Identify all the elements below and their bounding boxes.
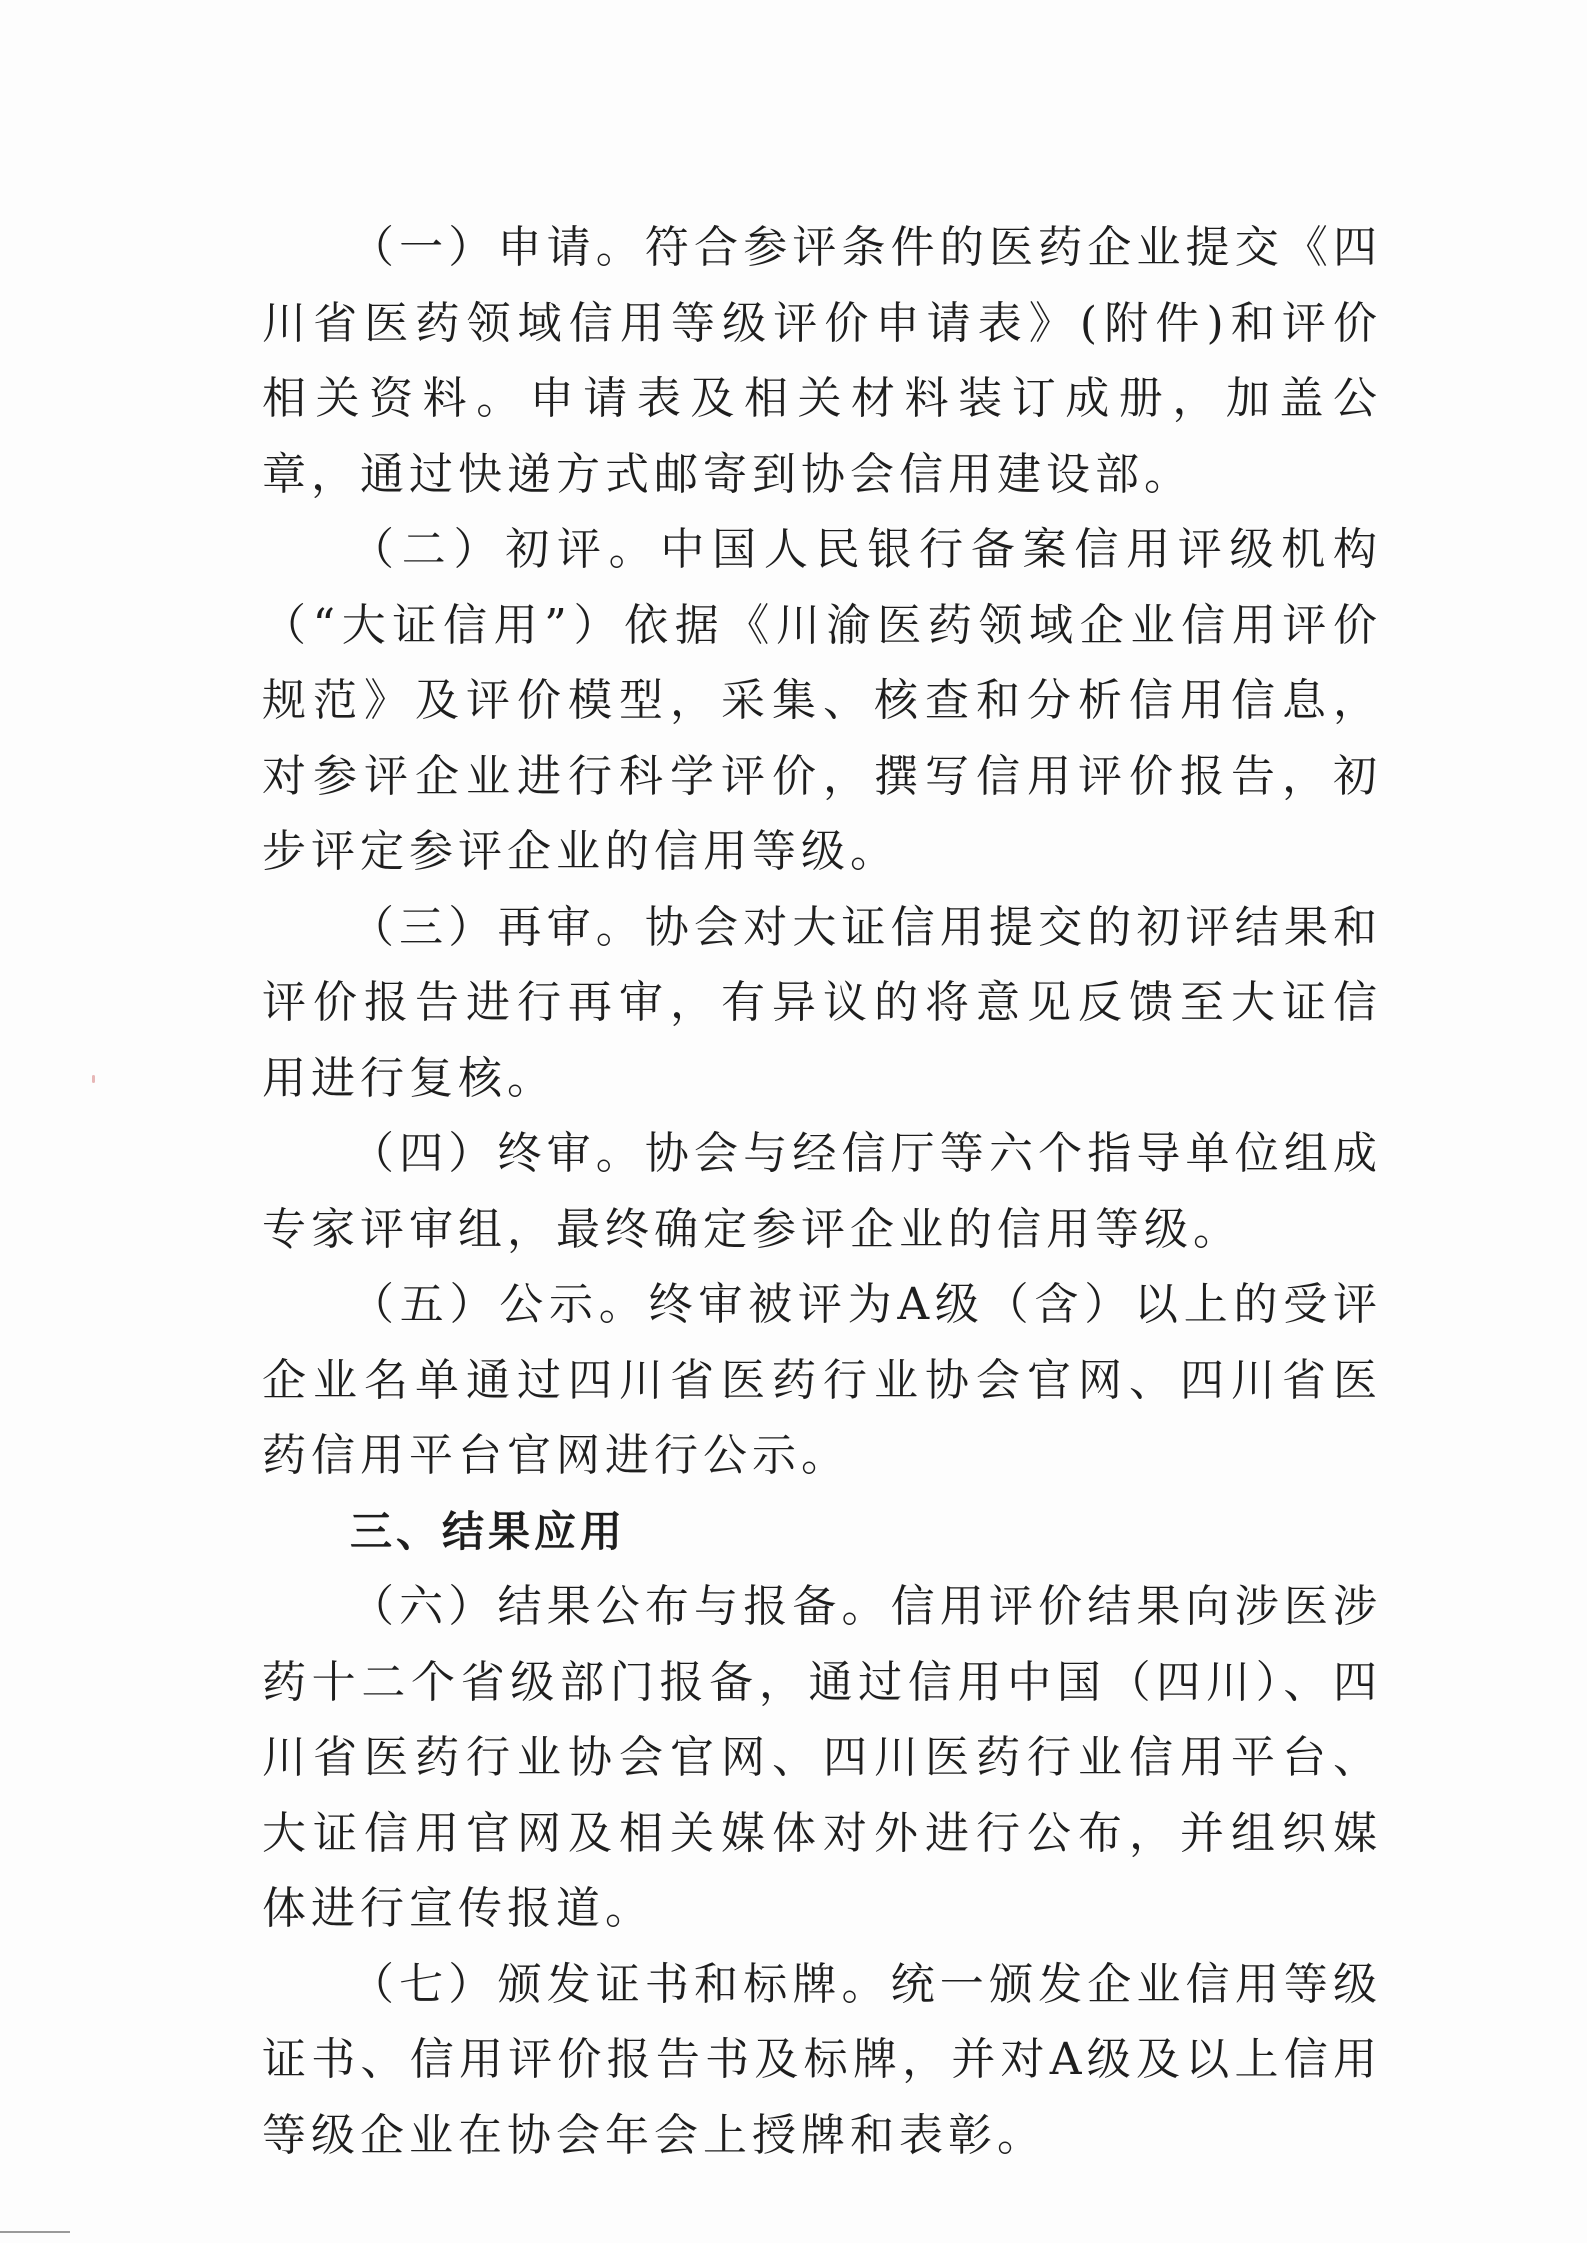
paragraph-publicity: （五）公示。终审被评为A级（含）以上的受评企业名单通过四川省医药行业协会官网、四川省医药信用平台官网进行公示。 [262,1279,1382,1481]
paragraph-initial-review: （二）初评。中国人民银行备案信用评级机构（“大证信用”）依据《川渝医药领域企业信用评价规范》及评价模型，采集、核查和分析信用信息，对参评企业进行科学评价，撰写信用评价报告，初步评定参评企业的信用等级。 [262,524,1382,877]
paragraph-re-review: （三）再审。协会对大证信用提交的初评结果和评价报告进行再审，有异议的将意见反馈至大证信用进行复核。 [262,901,1382,1104]
paragraph-result-publication: （六）结果公布与报备。信用评价结果向涉医涉药十二个省级部门报备，通过信用中国（四川）、四川省医药行业协会官网、四川医药行业信用平台、大证信用官网及相关媒体对外进行公布，并组织媒体进行宣传报道。 [262,1581,1382,1934]
paragraph-certificate-issuance: （七）颁发证书和标牌。统一颁发企业信用等级证书、信用评价报告书及标牌，并对A级及以上信用等级企业在协会年会上授牌和表彰。 [262,1958,1382,2161]
scan-mark [92,1075,95,1083]
scan-edge-line [0,2231,70,2233]
paragraph-application: （一）申请。符合参评条件的医药企业提交《四川省医药领域信用等级评价申请表》(附件)和评价相关资料。申请表及相关材料装订成册，加盖公章，通过快递方式邮寄到协会信用建设部。 [262,222,1382,500]
section-heading-result-application: 三、结果应用 [350,1506,627,1556]
document-body [262,210,1382,2173]
paragraph-final-review: （四）终审。协会与经信厅等六个指导单位组成专家评审组，最终确定参评企业的信用等级。 [262,1128,1382,1255]
